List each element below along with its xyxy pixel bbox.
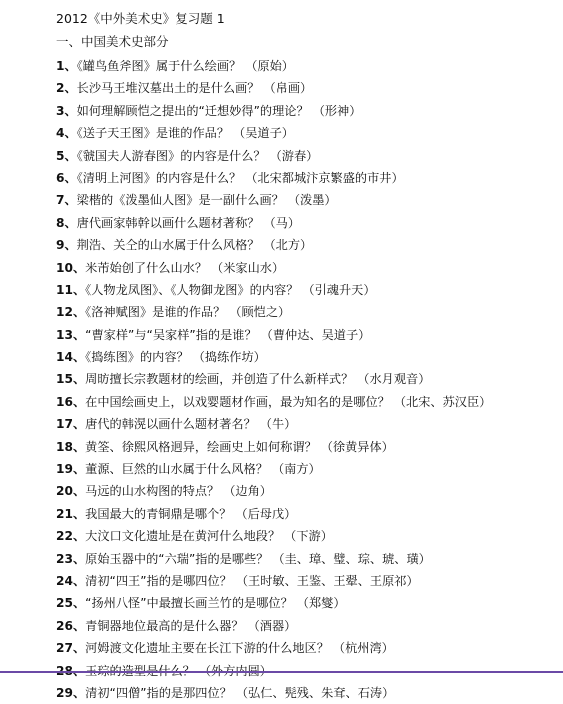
question-item (56, 212, 556, 234)
question-number: 6、 (56, 170, 77, 185)
question-number: 2、 (56, 81, 77, 96)
question-text: 《洛神赋图》是谁的作品？ (85, 305, 226, 320)
question-text: 唐代的韩滉以画什么题材著名？ (85, 417, 256, 432)
question-text: 大汶口文化遗址是在黄河什么地段？ (85, 529, 281, 544)
section-heading: 一、中国美术史部分 (56, 34, 169, 49)
question-number: 4、 (56, 126, 77, 141)
question-number: 11、 (56, 282, 86, 297)
question-number: 3、 (56, 103, 77, 118)
question-item (56, 167, 556, 189)
question-text: 梁楷的《泼墨仙人图》是一副什么画？ (76, 193, 284, 208)
question-number: 25、 (56, 596, 86, 611)
question-number: 13、 (56, 327, 86, 342)
question-number: 9、 (56, 238, 77, 253)
question-number: 10、 (56, 260, 86, 275)
question-text: 唐代画家韩幹以画什么题材著称？ (76, 215, 260, 230)
question-item (56, 189, 556, 211)
answer-text: （帛画） (263, 81, 313, 96)
question-item (56, 234, 556, 256)
question-item (56, 592, 556, 614)
question-item (56, 55, 556, 77)
question-text: 青铜器地位最高的是什么器？ (85, 618, 244, 633)
question-list (56, 55, 556, 704)
question-text: “扬州八怪”中最擅长画兰竹的是哪位？ (85, 596, 293, 611)
question-item (56, 570, 556, 592)
question-item (56, 436, 556, 458)
answer-text: （泼墨） (287, 193, 337, 208)
question-item (56, 301, 556, 323)
question-number: 26、 (56, 618, 86, 633)
question-item (56, 525, 556, 547)
answer-text: （郑燮） (296, 596, 346, 611)
answer-text: （北宋、苏汉臣） (393, 394, 492, 409)
question-item (56, 503, 556, 525)
question-item (56, 458, 556, 480)
question-item (56, 324, 556, 346)
answer-text: （顾恺之） (229, 305, 291, 320)
question-number: 22、 (56, 529, 86, 544)
question-text: 黄筌、徐熙风格迥异，绘画史上如何称谓？ (85, 439, 317, 454)
question-number: 7、 (56, 193, 77, 208)
question-number: 27、 (56, 641, 86, 656)
question-text: 马远的山水构图的特点？ (85, 484, 220, 499)
answer-text: （曹仲达、吴道子） (260, 327, 371, 342)
answer-text: （马） (263, 215, 301, 230)
question-item (56, 391, 556, 413)
question-number: 20、 (56, 484, 86, 499)
question-number: 8、 (56, 215, 77, 230)
answer-text: （北方） (263, 238, 313, 253)
question-text: 河姆渡文化遗址主要在长江下游的什么地区？ (85, 641, 329, 656)
answer-text: （酒器） (247, 618, 297, 633)
answer-text: （后母戊） (235, 506, 297, 521)
question-item (56, 346, 556, 368)
question-item (56, 548, 556, 570)
question-text: 荆浩、关仝的山水属于什么风格？ (76, 238, 260, 253)
answer-text: （水月观音） (357, 372, 431, 387)
question-text: 《清明上河图》的内容是什么？ (76, 170, 242, 185)
question-number: 29、 (56, 685, 86, 700)
question-text: 《捣练图》的内容？ (85, 350, 189, 365)
question-item (56, 682, 556, 704)
question-text: 《虢国夫人游春图》的内容是什么？ (76, 148, 266, 163)
question-text: 清初“四僧”指的是那四位？ (85, 685, 232, 700)
answer-text: （原始） (245, 59, 294, 73)
answer-text: （弘仁、髡残、朱耷、石涛） (235, 685, 395, 700)
question-text: 董源、巨然的山水属于什么风格？ (85, 462, 268, 477)
question-text: 《送子天王图》是谁的作品？ (76, 126, 230, 141)
question-text: 米芾始创了什么山水？ (85, 260, 208, 275)
question-number: 18、 (56, 439, 86, 454)
answer-text: （杭州湾） (332, 641, 394, 656)
question-number: 24、 (56, 573, 86, 588)
question-text: 周昉擅长宗教题材的绘画，并创造了什么新样式？ (85, 372, 354, 387)
question-number: 19、 (56, 462, 86, 477)
question-number: 17、 (56, 417, 86, 432)
answer-text: （王时敏、王鉴、王翚、王原祁） (235, 573, 419, 588)
document-title: 2012《中外美术史》复习题 1 (56, 11, 225, 26)
question-text: 长沙马王堆汉墓出土的是什么画？ (76, 81, 260, 96)
answer-text: （徐黄异体） (320, 439, 394, 454)
answer-text: （捣练作坊） (192, 350, 266, 365)
question-text: 清初“四王”指的是哪四位？ (85, 573, 232, 588)
question-number: 5、 (56, 148, 77, 163)
answer-text: （游春） (269, 148, 319, 163)
question-text: 我国最大的青铜鼎是哪个？ (85, 506, 232, 521)
answer-text: （圭、璋、璧、琮、琥、璜） (272, 551, 431, 566)
question-item (56, 413, 556, 435)
answer-text: （吴道子） (233, 126, 294, 141)
answer-text: （牛） (259, 417, 297, 432)
question-number: 16、 (56, 394, 86, 409)
question-item (56, 279, 556, 301)
question-item (56, 145, 556, 167)
question-number: 21、 (56, 506, 86, 521)
question-text: 在中国绘画史上，以戏婴题材作画，最为知名的是哪位？ (85, 394, 390, 409)
question-text: 如何理解顾恺之提出的“迁想妙得”的理论？ (76, 103, 309, 118)
question-number: 14、 (56, 350, 86, 365)
question-text: 《罐鸟鱼斧图》属于什么绘画？ (76, 59, 242, 73)
question-item (56, 368, 556, 390)
answer-text: （南方） (271, 462, 321, 477)
question-text: “曹家样”与“吴家样”指的是谁？ (85, 327, 257, 342)
question-text: 原始玉器中的“六瑞”指的是哪些？ (85, 551, 269, 566)
question-item (56, 480, 556, 502)
answer-text: （边角） (223, 484, 272, 499)
question-number: 1、 (56, 59, 77, 73)
question-item (56, 77, 556, 99)
question-item (56, 637, 556, 659)
page-bottom-rule (0, 671, 563, 673)
answer-text: （米家山水） (211, 260, 285, 275)
question-item (56, 257, 556, 279)
question-number: 23、 (56, 551, 86, 566)
question-number: 12、 (56, 305, 86, 320)
answer-text: （北宋都城汴京繁盛的市井） (245, 170, 404, 185)
question-number: 15、 (56, 372, 86, 387)
question-text: 《人物龙凤图》、《人物御龙图》的内容？ (85, 282, 299, 297)
answer-text: （下游） (284, 529, 333, 544)
answer-text: （形神） (312, 103, 362, 118)
question-item (56, 100, 556, 122)
question-item (56, 615, 556, 637)
question-item (56, 122, 556, 144)
answer-text: （引魂升天） (302, 282, 376, 297)
